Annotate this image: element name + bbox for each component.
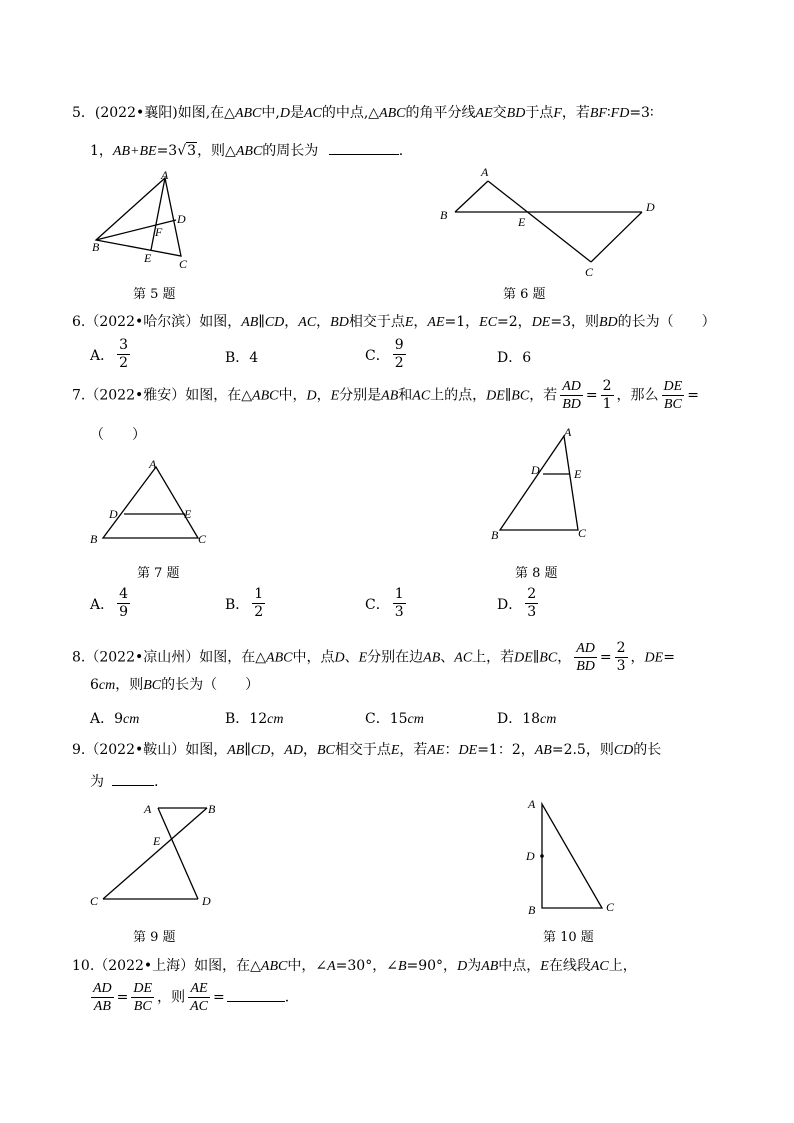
fig9-label-a: A — [144, 802, 152, 816]
q10-text: 中点， — [498, 958, 541, 974]
option-unit: cm — [540, 712, 557, 727]
frac-num: 4 — [119, 586, 129, 602]
q5-var: AB+BE — [112, 144, 157, 159]
figure-6 — [436, 162, 666, 282]
option-label: A． — [90, 347, 115, 364]
q10-text: = — [116, 989, 129, 1006]
q6-option-c[interactable] — [365, 337, 409, 372]
fig6-line-ac — [488, 181, 591, 262]
frac-den: BC — [133, 999, 152, 1014]
fraction — [393, 337, 406, 372]
q8-text: 分别在边 — [367, 649, 424, 666]
fig8-label-d: D — [531, 463, 540, 477]
frac-den: BD — [562, 397, 581, 412]
q7-text: 分别是 — [339, 387, 382, 404]
q5-var: ABC — [379, 106, 406, 121]
fraction — [662, 378, 685, 413]
q8-text: ，则 — [115, 677, 144, 693]
q7-option-a[interactable] — [90, 586, 133, 621]
caption-fig5: 第 5 题 — [133, 287, 176, 302]
q9-text: ， — [270, 742, 285, 758]
fig5-label-d: D — [177, 212, 186, 226]
figure-10 — [522, 794, 622, 918]
frac-num: AD — [576, 641, 595, 656]
fraction — [117, 586, 130, 621]
fig9-label-c: C — [90, 894, 99, 908]
option-label: A． — [90, 596, 115, 613]
caption-fig10: 第 10 题 — [543, 930, 594, 945]
fig7-label-c: C — [198, 532, 207, 546]
q7-var: ABC — [252, 388, 279, 404]
fraction — [601, 378, 614, 413]
frac-den: 3 — [616, 658, 626, 674]
q7-line2: （ ） — [90, 427, 146, 443]
q7-option-c[interactable] — [365, 586, 409, 621]
q7-text: = — [585, 387, 598, 404]
caption-fig9: 第 9 题 — [133, 930, 176, 945]
option-label: D． — [497, 596, 523, 613]
fig8-label-c: C — [578, 526, 587, 540]
fig9-label-b: B — [208, 802, 216, 816]
fig10-label-d: D — [526, 849, 535, 863]
q8-var: ABC — [266, 650, 293, 666]
q5-text: 的角平分线 — [405, 105, 476, 121]
fig6-label-c: C — [585, 265, 594, 279]
fig6-label-b: B — [440, 208, 448, 222]
option-label: A．9 — [90, 711, 124, 727]
fraction — [574, 640, 597, 675]
q9-line2 — [90, 771, 158, 791]
q10-var: AB — [481, 959, 499, 974]
caption-fig6: 第 6 题 — [503, 287, 546, 302]
q10-var: AC — [590, 959, 609, 974]
q5-text: ，若 — [561, 105, 590, 121]
q9-var: DE — [458, 743, 478, 758]
q5-var: ABC — [234, 106, 262, 121]
q8-var: AB — [423, 650, 441, 666]
q7-text: ， — [316, 387, 331, 404]
option-unit: cm — [407, 712, 424, 727]
q8-text: 中，点 — [292, 649, 335, 666]
fig10-label-b: B — [528, 903, 536, 917]
option-unit: cm — [267, 712, 284, 727]
q9-text: ： — [444, 742, 459, 758]
q8-var: BC — [143, 678, 162, 693]
q5-text: . — [398, 143, 404, 159]
q9-var: AB — [534, 743, 552, 758]
q5-line1 — [72, 104, 654, 123]
q9-text: 9.（2022•鞍山）如图， — [72, 742, 228, 758]
frac-num: 1 — [394, 586, 404, 602]
fig8-triangle — [500, 436, 578, 530]
q6-text: =3，则 — [550, 314, 599, 330]
option-label: D．18 — [497, 711, 541, 727]
q10-text: 在线段 — [548, 958, 591, 974]
q9-text: =1：2， — [477, 742, 535, 758]
q10-answer-blank[interactable] — [227, 987, 285, 1002]
q10-text: ，则 — [157, 989, 186, 1006]
q5-var: D — [279, 106, 290, 121]
frac-den: 3 — [394, 604, 404, 620]
q10-var: B — [397, 959, 407, 974]
q8-unit: cm — [98, 678, 116, 693]
q5-var: ABC — [235, 144, 263, 159]
q9-var: BC — [316, 743, 335, 758]
q7-option-d[interactable] — [497, 586, 541, 621]
q7-var: E — [330, 388, 340, 404]
frac-den: AC — [190, 999, 208, 1014]
fraction — [525, 586, 538, 621]
frac-num: AD — [93, 981, 112, 996]
fraction — [188, 980, 210, 1015]
q6-text: 6.（2022•哈尔滨）如图， — [72, 314, 242, 330]
q6-var: AE — [427, 315, 445, 330]
q10-text: =30°，∠ — [335, 958, 398, 974]
option-label: B．12 — [225, 711, 268, 727]
option-label: C． — [365, 596, 390, 613]
q10-var: D — [457, 959, 468, 974]
q8-option-a[interactable] — [90, 708, 139, 728]
frac-num: AD — [562, 379, 581, 394]
q7-text: ，若 — [529, 387, 558, 404]
q5-text: 5．(2022•襄阳)如图,在△ — [72, 105, 235, 121]
fig6-line-ab — [455, 181, 488, 212]
q8-text: 、 — [440, 649, 455, 666]
fig5-triangle — [96, 178, 181, 256]
q5-var: BF — [589, 106, 607, 121]
fig7-label-a: A — [149, 457, 157, 471]
q7-var: AC — [412, 388, 431, 404]
fig7-label-e: E — [184, 507, 192, 521]
fraction — [117, 337, 130, 372]
q6-text: =2， — [497, 314, 532, 330]
fig7-label-d: D — [109, 507, 118, 521]
q6-option-a[interactable] — [90, 337, 133, 372]
q8-text: ， — [557, 649, 572, 666]
caption-fig7: 第 7 题 — [137, 566, 180, 581]
q6-text: =1， — [444, 314, 480, 330]
q9-text: ，若 — [399, 742, 428, 758]
q8-text: 8.（2022•凉山州）如图，在△ — [72, 649, 267, 666]
q8-line2 — [90, 676, 259, 695]
caption-fig8: 第 8 题 — [515, 566, 558, 581]
q8-text: ， — [630, 649, 645, 666]
frac-num: 2 — [527, 586, 537, 602]
fraction — [393, 586, 406, 621]
frac-num: 2 — [602, 378, 612, 394]
frac-num: AE — [188, 980, 210, 998]
frac-den: 2 — [254, 604, 264, 620]
fig10-label-c: C — [606, 900, 615, 914]
frac-num: 1 — [254, 586, 264, 602]
fraction — [615, 640, 628, 675]
q10-line2 — [88, 980, 289, 1015]
q5-text: 是 — [289, 105, 304, 121]
q8-text: 的长为（ ） — [161, 677, 260, 693]
figure-9 — [86, 796, 226, 912]
q7-var: AB — [381, 388, 399, 404]
q5-answer-blank[interactable] — [329, 140, 399, 155]
q9-text: . — [154, 774, 159, 790]
q6-var: BD — [599, 315, 618, 330]
frac-num: 2 — [616, 640, 626, 656]
q5-text: 中, — [261, 105, 280, 121]
fig6-label-d: D — [646, 200, 655, 214]
q5-text: 的周长为 — [262, 143, 319, 159]
q6-var: DE — [531, 315, 551, 330]
q10-text: 上， — [608, 958, 637, 974]
q8-text: 上，若 — [472, 649, 515, 666]
q5-var: FD — [610, 106, 630, 121]
frac-den: AB — [93, 999, 111, 1014]
q9-text: ， — [302, 742, 317, 758]
q6-var: BD — [330, 315, 349, 330]
fig6-label-e: E — [518, 215, 526, 229]
option-unit: cm — [123, 712, 140, 727]
fraction — [131, 980, 154, 1015]
q5-text: 交 — [492, 105, 507, 121]
q5-text: 的中点,△ — [321, 105, 380, 121]
q8-text: 6 — [90, 677, 99, 693]
q10-var: A — [327, 959, 336, 974]
frac-den: BD — [576, 659, 595, 674]
fig9-label-e: E — [153, 834, 161, 848]
q5-text: ∶ — [606, 105, 611, 121]
q10-text: 中，∠ — [287, 958, 328, 974]
fig5-label-b: B — [92, 240, 100, 254]
q6-option-b[interactable]: B．4 — [225, 350, 259, 366]
q5-text: 于点 — [525, 105, 554, 121]
q9-answer-blank[interactable] — [112, 771, 154, 786]
q5-line2 — [90, 140, 403, 161]
fig9-label-d: D — [202, 894, 211, 908]
q8-option-b[interactable] — [225, 708, 283, 728]
q6-text: 相交于点 — [348, 314, 405, 330]
q9-var: AD — [284, 743, 303, 758]
fig10-triangle — [542, 804, 602, 908]
q5-text: 1， — [90, 143, 113, 159]
fig8-label-a: A — [564, 425, 572, 439]
q6-var: E — [404, 315, 414, 330]
q7-var: D — [306, 388, 317, 404]
q6-text: ， — [413, 314, 428, 330]
fig5-label-e: E — [144, 251, 152, 265]
q8-var: D — [334, 650, 345, 666]
q9-line1 — [72, 741, 661, 760]
q8-var: E — [358, 650, 368, 666]
q6-line1 — [72, 313, 716, 332]
q8-option-c[interactable] — [365, 708, 424, 728]
q6-var: EC — [479, 315, 498, 330]
q10-text: =90°， — [406, 958, 458, 974]
fig7-triangle — [103, 467, 198, 538]
q8-var: AC — [454, 650, 473, 666]
q5-var: F — [553, 106, 562, 121]
q7-text: 上的点， — [430, 387, 487, 404]
q5-text: =3∶ — [629, 105, 654, 121]
frac-den: BC — [663, 397, 682, 412]
frac-num: DE — [663, 379, 683, 394]
fig6-label-a: A — [481, 165, 489, 179]
q9-text: 的长 — [633, 742, 662, 758]
q9-text: 为 — [90, 774, 104, 790]
option-label: C．15 — [365, 711, 408, 727]
q6-text: 的长为（ ） — [617, 314, 716, 330]
q10-var: E — [540, 959, 549, 974]
q9-text: =2.5，则 — [551, 742, 614, 758]
fig8-label-e: E — [574, 467, 582, 481]
fig6-line-cd — [591, 212, 642, 262]
q6-var: AC — [298, 315, 317, 330]
q10-text: 为 — [467, 958, 482, 974]
q6-text: ， — [284, 314, 299, 330]
q10-line1 — [72, 957, 637, 976]
fig5-label-f: F — [155, 225, 163, 239]
q5-var: BD — [506, 106, 526, 121]
q6-var: AB∥CD — [241, 315, 285, 330]
q9-text: 相交于点 — [334, 742, 391, 758]
q10-text: 10.（2022•上海）如图，在△ — [72, 958, 261, 974]
frac-num: 3 — [119, 337, 129, 353]
figure-7 — [86, 455, 216, 549]
fig7-label-b: B — [90, 532, 98, 546]
frac-den: 3 — [527, 604, 537, 620]
q5-text: =3 — [156, 143, 178, 159]
q8-text: 、 — [344, 649, 359, 666]
figure-5 — [84, 168, 204, 272]
q7-text: 中， — [278, 387, 307, 404]
fig8-label-b: B — [491, 528, 499, 542]
q8-line1 — [72, 640, 675, 675]
q5-text: ，则△ — [197, 143, 236, 159]
frac-num: 9 — [394, 337, 404, 353]
q10-text: = — [212, 989, 225, 1006]
figure-8 — [486, 422, 596, 546]
q5-var: AE — [475, 106, 493, 121]
q6-option-d[interactable]: D．6 — [497, 350, 532, 366]
q8-var: DE∥BC — [514, 650, 558, 666]
q8-text: = — [663, 649, 675, 666]
q8-text: = — [599, 649, 612, 666]
fig10-point-d — [540, 854, 544, 858]
q9-var: AE — [427, 743, 445, 758]
q7-line1 — [72, 378, 699, 413]
q9-var: E — [390, 743, 400, 758]
frac-den: 2 — [394, 355, 404, 371]
q5-var: AC — [303, 106, 322, 121]
q7-text: = — [687, 387, 699, 404]
option-label: C． — [365, 347, 390, 364]
q10-text: . — [284, 989, 290, 1006]
sqrt-sign: √ — [177, 143, 187, 159]
q5-sqrt: 3 — [187, 143, 197, 159]
fig5-label-a: A — [161, 168, 169, 182]
frac-den: 1 — [602, 396, 612, 412]
q7-text: 和 — [398, 387, 413, 404]
fig5-label-c: C — [179, 257, 188, 271]
q6-text: ， — [316, 314, 331, 330]
frac-num: DE — [133, 981, 153, 996]
q7-text: ，那么 — [616, 387, 659, 404]
fraction — [252, 586, 265, 621]
q7-option-b[interactable] — [225, 586, 268, 621]
fraction — [560, 378, 583, 413]
q8-option-d[interactable] — [497, 708, 556, 728]
q7-text: 7.（2022•雅安）如图，在△ — [72, 387, 253, 404]
q9-var: AB∥CD — [227, 743, 271, 758]
fig10-label-a: A — [528, 797, 536, 811]
q9-var: CD — [613, 743, 634, 758]
option-label: B． — [225, 596, 250, 613]
fraction — [91, 980, 114, 1015]
frac-den: 2 — [119, 355, 129, 371]
q7-var: DE∥BC — [486, 388, 530, 404]
frac-den: 9 — [119, 604, 129, 620]
q8-var: DE — [644, 650, 664, 666]
q10-var: ABC — [260, 959, 288, 974]
